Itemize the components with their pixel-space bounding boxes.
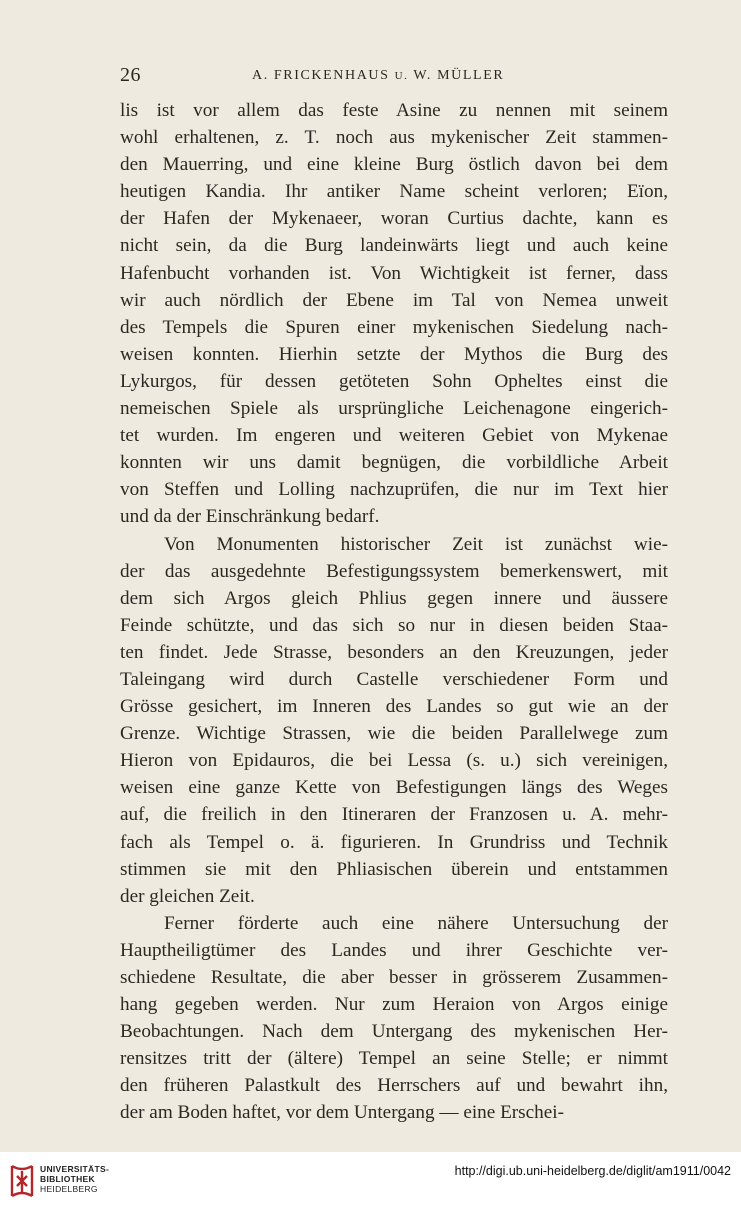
- text-line: ten findet. Jede Strasse, besonders an den Kreuzungen, jeder: [120, 641, 668, 663]
- text-line: lis ist vor allem das feste Asine zu nennen mit seinem: [120, 100, 668, 121]
- text-line: Feinde schützte, und das sich so nur in diesen beiden Staa-: [120, 614, 668, 636]
- author-connector: U.: [394, 70, 409, 82]
- text-line: wir auch nördlich der Ebene im Tal von Nemea unweit: [120, 289, 668, 311]
- library-line-2: BIBLIOTHEK: [40, 1174, 95, 1184]
- author-1: A. FRICKENHAUS: [252, 68, 390, 83]
- text-line: tet wurden. Im engeren und weiteren Gebiet von Mykenae: [120, 425, 668, 447]
- body-text: [120, 97, 668, 1127]
- text-line: der Hafen der Mykenaeer, woran Curtius dachte, kann es: [120, 208, 668, 230]
- library-name: [40, 1164, 109, 1194]
- text-line: der das ausgedehnte Befestigungssystem bemerkenswert, mit: [120, 560, 668, 582]
- text-line: Von Monumenten historischer Zeit ist zunächst wie-: [164, 533, 668, 555]
- text-line: dem sich Argos gleich Phlius gegen innere und äussere: [120, 587, 668, 609]
- text-line: und da der Einschränkung bedarf.: [120, 506, 380, 528]
- text-line: auf, die freilich in den Itineraren der Franzosen u. A. mehr-: [120, 804, 668, 826]
- text-line: konnten wir uns damit begnügen, die vorbildliche Arbeit: [120, 452, 668, 474]
- text-line: der gleichen Zeit.: [120, 885, 255, 907]
- page-number: 26: [120, 64, 141, 86]
- text-line: Grenze. Wichtige Strassen, wie die beiden Parallelwege zum: [120, 723, 668, 745]
- text-line: nicht sein, da die Burg landeinwärts liegt und auch keine: [120, 235, 668, 257]
- text-line: Grösse gesichert, im Inneren des Landes so gut wie an der: [120, 696, 668, 718]
- library-line-3: HEIDELBERG: [40, 1184, 98, 1194]
- text-line: des Tempels die Spuren einer mykenischen Siedelung nach-: [120, 316, 668, 338]
- text-line: den Mauerring, und eine kleine Burg östlich davon bei dem: [120, 154, 668, 176]
- footer-bar: [0, 1152, 741, 1208]
- text-line: von Steffen und Lolling nachzuprüfen, die nur im Text hier: [120, 479, 668, 501]
- text-line: stimmen sie mit den Phliasischen überein und entstammen: [120, 858, 668, 880]
- text-line: heutigen Kandia. Ihr antiker Name scheint verloren; Eïon,: [120, 181, 668, 203]
- text-line: Beobachtungen. Nach dem Untergang des mykenischen Her-: [120, 1021, 668, 1043]
- text-line: Hauptheiligtümer des Landes und ihrer Geschichte ver-: [120, 939, 668, 961]
- text-line: hang gegeben werden. Nur zum Heraion von Argos einige: [120, 994, 668, 1016]
- text-line: fach als Tempel o. ä. figurieren. In Grundriss und Technik: [120, 831, 668, 853]
- text-line: nemeischen Spiele als ursprüngliche Leichenagone eingerich-: [120, 398, 668, 420]
- text-line: weisen eine ganze Kette von Befestigungen längs des Weges: [120, 777, 668, 799]
- text-line: den früheren Palastkult des Herrschers auf und bewahrt ihn,: [120, 1075, 668, 1097]
- text-line: Lykurgos, für dessen getöteten Sohn Opheltes einst die: [120, 370, 668, 392]
- text-line: rensitzes tritt der (ältere) Tempel an seine Stelle; er nimmt: [120, 1048, 668, 1070]
- text-line: wohl erhaltenen, z. T. noch aus mykenischer Zeit stammen-: [120, 127, 668, 149]
- running-title: [252, 68, 504, 84]
- author-2: W. MÜLLER: [413, 68, 505, 83]
- library-line-1: UNIVERSITÄTS-: [40, 1164, 110, 1174]
- text-line: Ferner förderte auch eine nähere Untersuchung der: [164, 912, 668, 934]
- text-line: weisen konnten. Hierhin setzte der Mythos die Burg des: [120, 343, 668, 365]
- text-line: Hafenbucht vorhanden ist. Von Wichtigkeit ist ferner, dass: [120, 262, 668, 284]
- library-logo-icon: [8, 1162, 36, 1200]
- source-url-link[interactable]: http://digi.ub.uni-heidelberg.de/diglit/am1911/0042: [454, 1164, 731, 1178]
- running-header: [120, 64, 668, 88]
- text-line: der am Boden haftet, vor dem Untergang — eine Erschei-: [120, 1102, 565, 1124]
- text-line: schiedene Resultate, die aber besser in grösserem Zusammen-: [120, 967, 668, 988]
- text-line: Taleingang wird durch Castelle verschiedener Form und: [120, 668, 668, 690]
- text-line: Hieron von Epidauros, die bei Lessa (s. u.) sich vereinigen,: [120, 750, 668, 772]
